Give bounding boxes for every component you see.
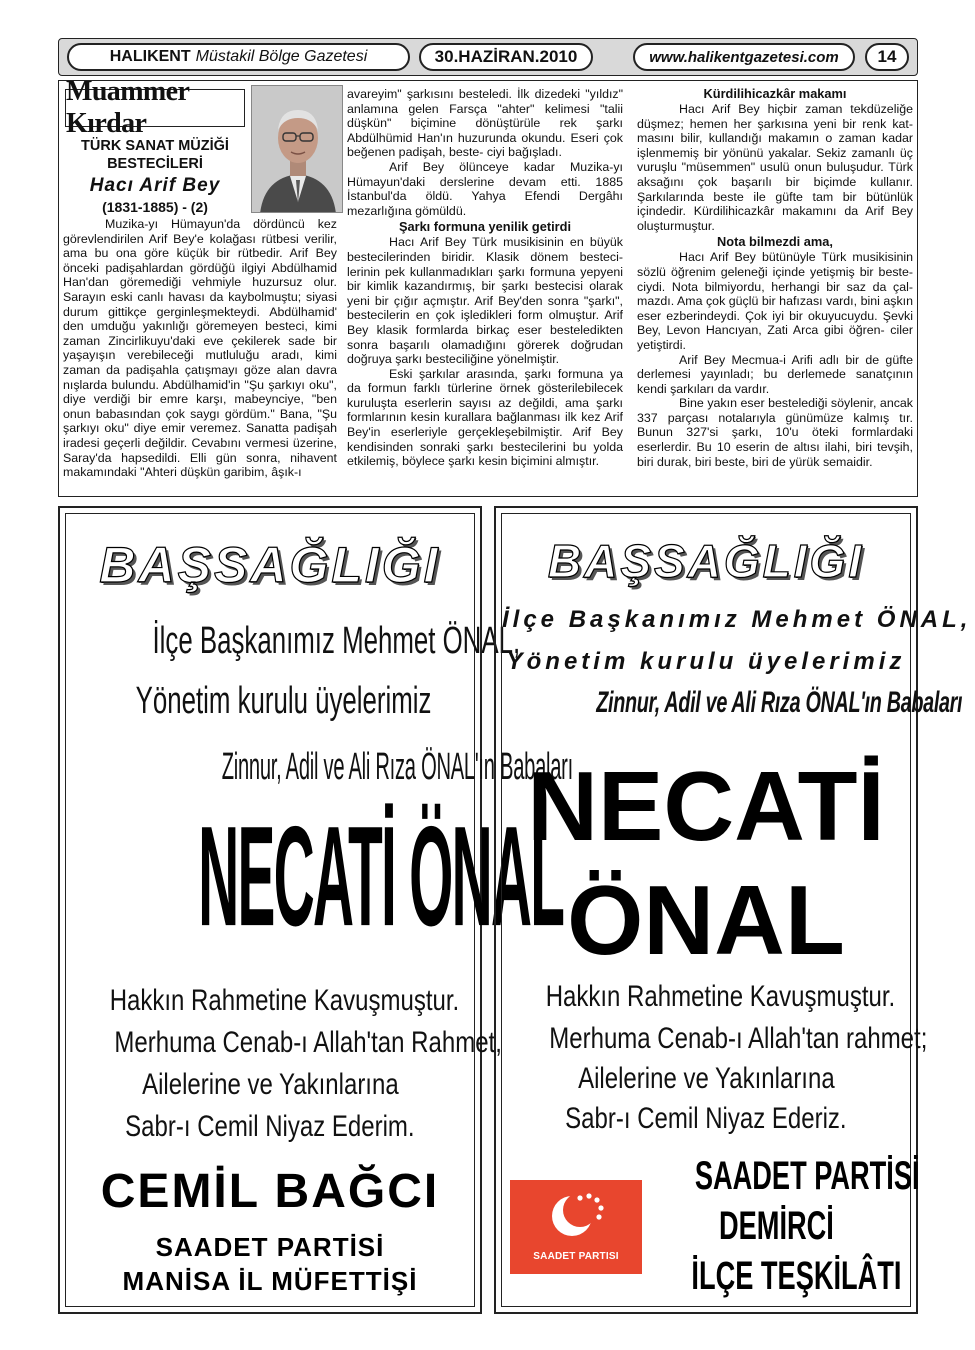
paragraph: Hacı Arif Bey Türk musikisinin en büyük bestecilerinden biridir. Klasik dönem besteci- lerinin pek kullanmadıkları şarkı formuna yepyeni bir kimlik kazandırmış, bir şarkı bestecisi olarak yeni bir çığır açmıştır. Arif Bey'den sonra "şarkı", bestecilerin en çok işledikleri form olmuştur. Arif Bey klasik formlarda birkaç eser besteledikten sonra başarılı olamadığını görerek doğrudan doğruya şarkı besteciliğine yönelmiştir. bbox=[347, 235, 623, 367]
ad-message-line: Sabr-ı Cemil Niyaz Ederiz. bbox=[565, 1102, 847, 1135]
ad-message-line: Sabr-ı Cemil Niyaz Ederim. bbox=[125, 1110, 415, 1143]
article-title: Hacı Arif Bey bbox=[89, 175, 221, 196]
ad-title: BAŞSAĞLIĞI bbox=[547, 535, 865, 587]
author-name: Muammer Kırdar bbox=[65, 89, 245, 127]
section-heading: Kürdilihicazkâr makamı bbox=[703, 86, 847, 101]
paragraph: Arif Bey Mecmua-i Arifi adlı bir de güfte derlemesi yayınladı; bu derlemede sanatçının kendi şarkıları da vardır. bbox=[637, 352, 913, 396]
newspaper-name-bold: HALIKENT bbox=[109, 48, 191, 65]
author-photo bbox=[251, 85, 343, 213]
condolence-ad-left bbox=[58, 506, 573, 1314]
paragraph: Muzika-yı Hümayun'da dördüncü kez görevlendirilen Arif Bey'e kolağası rütbesi verilir, ama bu ona göre küçük bir rütbedir. Arif Bey önceki padişahlardan gördüğü ilgiyi Abdülhamid Han'dan göremediği vehmiyle huzursuz olur. Sarayın eski canlı havası da kaybolmuştu; siyasi durum gittikçe gerginleşmekteydi. Abdülhamid' den umduğu yakınlığı göremeyen besteci, kimi zaman Zincirlikuyu'daki eve çekilerek sade bir yaşayışın verebileceği mutluluğu aradı, kimi zaman da padişahla çatışmayı göze alan davra nışlarda bulundu. Abdülhamid'in "Şu şarkıyı oku", diye verdiği bir emre karşı, mabeynciye, "ben onun babasından çok saygı gördüm." Bana, "Şu şarkıyı oku" diye emir veremez. Sanatta padişah iradesi geçerli değildir. Cevabını vermesi üzerine, Saray'da hapsedildi. Elli gün sonra, nihavent makamındaki "Ahteri düşkün garibim, âşık-ı bbox=[63, 217, 337, 480]
ad-line-board: Yönetim kurulu üyelerimiz bbox=[506, 648, 906, 675]
sender-title: İLÇE TEŞKİLÂTI bbox=[691, 1254, 902, 1298]
paragraph: Hacı Arif Bey hiçbir zaman tekdüzeliğe düşmez; hemen her şarkısına yeni bir renk kat- masını bilir, kullandığı makamın o zaman kadar işlenmemiş bir yönünü yakalar. Sekiz zamanlı üç vuruşlu "müsemmen" usulü onun buluşudur. Türk aksağını çok başarılı bir biçimde kullanır. Şarkılarında beste ile güfte tam bir bütünlük içindedir. Kürdilihicazkâr makamını da Arif Bey oluşturmuştur. bbox=[637, 102, 913, 233]
issue-date: 30.HAZİRAN.2010 bbox=[419, 43, 593, 71]
ad-message-line: Hakkın Rahmetine Kavuşmuştur. bbox=[109, 984, 460, 1017]
paragraph: Arif Bey ölünceye kadar Muzika-yı Hümayun'daki derslerine devam etti. 1885 İstanbul'da öldü. Yahya Efendi Dergâhı mezarlığına gömüldü. bbox=[347, 159, 623, 218]
ad-line-children: Zinnur, Adil ve Ali Rıza ÖNAL'ın Babaları bbox=[596, 686, 963, 719]
crescent-star-icon bbox=[510, 1180, 642, 1250]
ad-message-line: Ailelerine ve Yakınlarına bbox=[141, 1068, 399, 1101]
section-heading: Nota bilmezdi ama, bbox=[717, 234, 833, 250]
article-column-3 bbox=[637, 85, 913, 469]
ad-line-chairman: İlçe Başkanımız Mehmet ÖNAL, bbox=[502, 606, 972, 633]
condolence-ad-right bbox=[494, 506, 972, 1314]
article-column-2 bbox=[347, 87, 623, 469]
ad-line-children: Zinnur, Adil ve Ali Rıza ÖNAL'ın Babaları bbox=[221, 746, 573, 788]
sender-title: MANİSA İL MÜFETTİŞİ bbox=[122, 1266, 418, 1296]
sender-name: SAADET PARTİSİ bbox=[694, 1154, 920, 1198]
ad-message-line: Merhuma Cenab-ı Allah'tan rahmet; bbox=[549, 1022, 928, 1055]
ad-message-line: Hakkın Rahmetine Kavuşmuştur. bbox=[545, 980, 896, 1013]
portrait-image bbox=[252, 86, 343, 213]
sender-district: DEMİRCİ bbox=[718, 1204, 834, 1248]
ad-message-line: Merhuma Cenab-ı Allah'tan Rahmet, bbox=[114, 1026, 502, 1059]
paragraph: Eski şarkılar arasında, şarkı formuna ya da formun farklı türlerine örnek gösterilebilecek kuruluşta eserlerin sayısı az değildi, ama şarkı formlarının kesin kurallara bağlanması ilk kez Arif Bey'in eserleriyle gerçekleşebilmiştir. Arif Bey kendisinden sonraki şarkı bestecilerini bu yolda etkilemiş, böylece şarkı kesin biçimini almıştır. bbox=[347, 366, 623, 469]
ad-line-board: Yönetim kurulu üyelerimiz bbox=[135, 680, 432, 722]
newspaper-name-italic: Müstakil Bölge Gazetesi bbox=[195, 48, 368, 65]
section-heading: Şarkı formuna yenilik getirdi bbox=[398, 219, 572, 235]
sender-name: CEMİL BAĞCI bbox=[100, 1165, 440, 1218]
deceased-last-name: ÖNAL bbox=[567, 865, 845, 975]
deceased-first-name: NECATİ bbox=[527, 751, 885, 861]
page-number: 14 bbox=[865, 43, 909, 71]
ad-message-line: Ailelerine ve Yakınlarına bbox=[577, 1062, 835, 1095]
article-column-1 bbox=[63, 217, 337, 480]
article bbox=[58, 76, 918, 497]
saadet-party-logo bbox=[510, 1180, 642, 1274]
paragraph: Hacı Arif Bey bütünüyle Türk musikisinin sözlü öğrenim geleneği içinde yetişmiş bir beste- ciydi. Nota bilmiyordu, herhangi bir saz da çal- mazdı. Ama çok güçlü bir hafızası vardı, bini aşkın eser ezberindeydi. Çok iyi bir okuyucuydu. Şevki Bey, Levon Hancıyan, Zati Arca gibi öğren- ciler yetiştirdi. bbox=[637, 250, 913, 352]
article-years: (1831-1885) - (2) bbox=[102, 199, 208, 215]
newspaper-name bbox=[67, 43, 410, 71]
article-subtitle: TÜRK SANAT MÜZİĞİ BESTECİLERİ bbox=[81, 138, 229, 172]
ad-inner-frame bbox=[65, 513, 573, 1307]
website-link[interactable]: www.halikentgazetesi.com bbox=[633, 43, 855, 71]
ad-title: BAŞSAĞLIĞI bbox=[99, 537, 441, 593]
ad-line-chairman: İlçe Başkanımız Mehmet ÖNAL, bbox=[152, 620, 521, 662]
deceased-name: NECATİ ÖNAL bbox=[198, 796, 564, 956]
ad-inner-frame bbox=[501, 513, 972, 1307]
logo-text: SAADET PARTISI bbox=[533, 1251, 619, 1262]
paragraph: Bine yakın eser bestelediği söylenir, ancak 337 parçası notalarıyla günümüze kalmış tır. Bunun 327'si şarkı, 10'u öteki formlardaki eserlerdir. Bu 10 eserin de altısı ilahi, biri tevşih, biri durak, biri beste, biri de yürük semaidir. bbox=[637, 396, 913, 469]
newspaper-header bbox=[58, 38, 918, 76]
sender-title: SAADET PARTİSİ bbox=[155, 1232, 385, 1262]
paragraph: avareyim" şarkısını besteledi. İlk dizedeki "yıldız" anlamına gelen Farsça "ahter" kelimesi "talii düşkün" biçimine dönüştürüle rek şarkı Abdülhümid Han'ın huzurunda okundu. Eseri çok beğenen padişah, beste- ciyi bağışladı. bbox=[347, 87, 623, 160]
